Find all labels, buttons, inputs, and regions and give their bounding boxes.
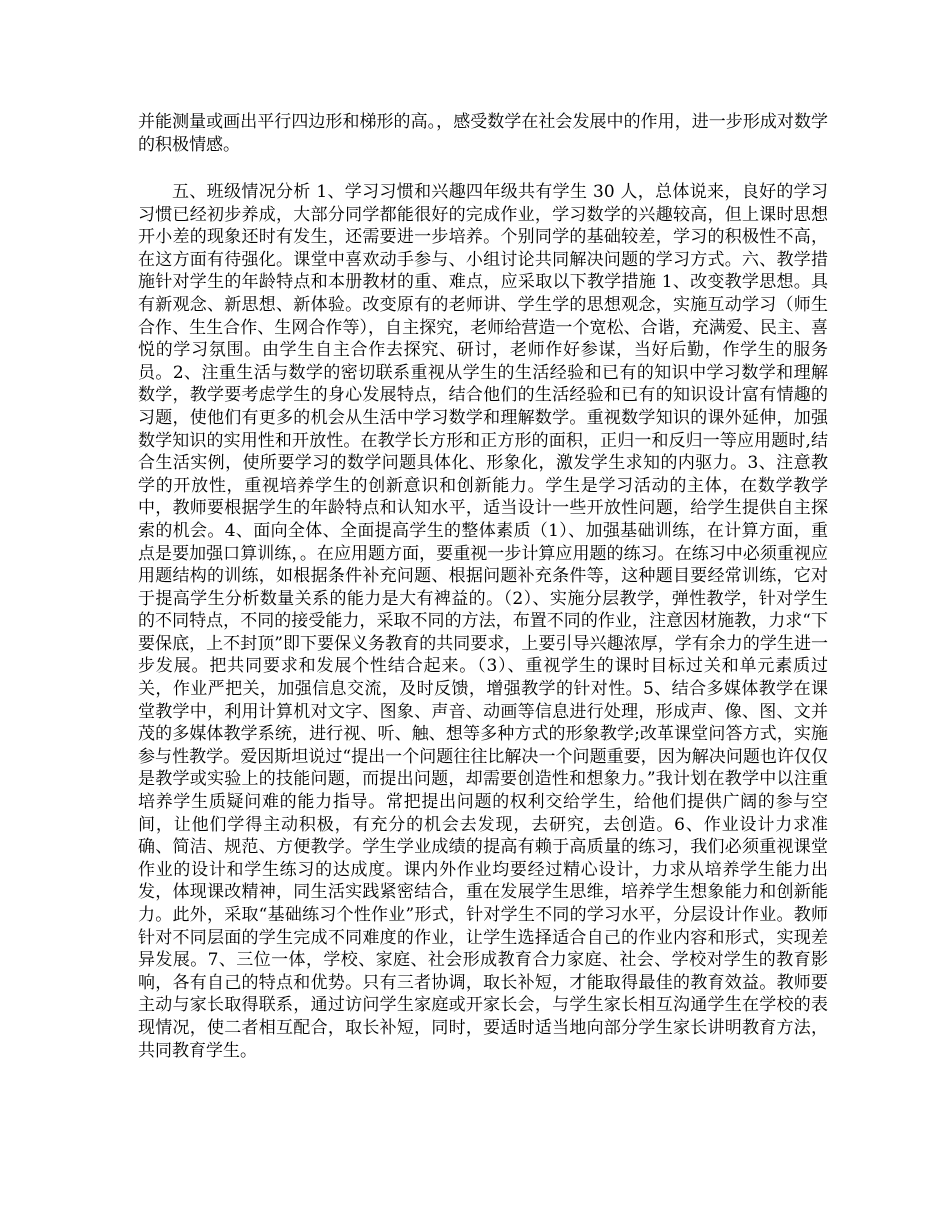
paragraph-geometry-goal: 并能测量或画出平行四边形和梯形的高。，感受数学在社会发展中的作用，进一步形成对数学的积极情感。 xyxy=(138,112,828,155)
paragraph-class-analysis-and-teaching-measures: 五、班级情况分析 1、学习习惯和兴趣四年级共有学生 30 人，总体说来，良好的学习习惯已经初步养成，大部分同学都能很好的完成作业，学习数学的兴趣较高，但上课时思想开小差的现象还时有发生，还需要进一步培养。个别同学的基础较差，学习的积极性不高，在这方面有待强化。课堂中喜欢动手参与、小组讨论共同解决问题的学习方式。六、教学措施针对学生的年龄特点和本册教材的重、难点，应采取以下教学措施 1、改变教学思想。具有新观念、新思想、新体验。改变原有的老师讲、学生学的思想观念，实施互动学习（师生合作、生生合作、生网合作等），自主探究，老师给营造一个宽松、合谐，充满爱、民主、喜悦的学习氛围。由学生自主合作去探究、研讨，老师作好参谋，当好后勤，作学生的服务员。2、注重生活与数学的密切联系重视从学生的生活经验和已有的知识中学习数学和理解数学，教学要考虑学生的身心发展特点，结合他们的生活经验和已有的知识设计富有情趣的习题，使他们有更多的机会从生活中学习数学和理解数学。重视数学知识的课外延伸，加强数学知识的实用性和开放性。在教学长方形和正方形的面积，正归一和反归一等应用题时,结合生活实例，使所要学习的数学问题具体化、形象化，激发学生求知的内驱力。3、注意教学的开放性，重视培养学生的创新意识和创新能力。学生是学习活动的主体，在数学教学中，教师要根据学生的年龄特点和认知水平，适当设计一些开放性问题，给学生提供自主探索的机会。4、面向全体、全面提高学生的整体素质（1）、加强基础训练，在计算方面，重点是要加强口算训练，。在应用题方面，要重视一步计算应用题的练习。在练习中必须重视应用题结构的训练，如根据条件补充问题、根据问题补充条件等，这种题目要经常训练，它对于提高学生分析数量关系的能力是大有裨益的。（2）、实施分层教学，弹性教学，针对学生的不同特点，不同的接受能力，采取不同的方法，布置不同的作业，注意因材施教，力求“下要保底，上不封顶”即下要保义务教育的共同要求，上要引导兴趣浓厚，学有余力的学生进一步发展。把共同要求和发展个性结合起来。（3）、重视学生的课时目标过关和单元素质过关，作业严把关，加强信息交流，及时反馈，增强教学的针对性。5、结合多媒体教学在课堂教学中，利用计算机对文字、图象、声音、动画等信息进行处理，形成声、像、图、文并茂的多媒体教学系统，进行视、听、触、想等多种方式的形象教学;改革课堂问答方式，实施参与性教学。爱因斯坦说过“提出一个问题往往比解决一个问题重要，因为解决问题也许仅仅是教学或实验上的技能问题，而提出问题，却需要创造性和想象力。”我计划在教学中以注重培养学生质疑问难的能力指导。常把提出问题的权利交给学生，给他们提供广阔的参与空间，让他们学得主动积极，有充分的机会去发现，去研究，去创造。6、作业设计力求准确、简洁、规范、方便教学。学生学业成绩的提高有赖于高质量的练习，我们必须重视课堂作业的设计和学生练习的达成度。课内外作业均要经过精心设计，力求从培养学生能力出发，体现课改精神，同生活实践紧密结合，重在发展学生思维，培养学生想象能力和创新能力。此外，采取“基础练习个性作业”形式，针对学生不同的学习水平，分层设计作业。教师针对不同层面的学生完成不同难度的作业，让学生选择适合自己的作业内容和形式，实现差异发展。7、三位一体，学校、家庭、社会形成教育合力家庭、社会、学校对学生的教育影响，各有自己的特点和优势。只有三者协调，取长补短，才能取得最佳的教育效益。教师要主动与家长取得联系，通过访问学生家庭或开家长会，与学生家长相互沟通学生在学校的表现情况，使二者相互配合，取长补短，同时，要适时适当地向部分学生家长讲明教育方法，共同教育学生。 xyxy=(138,182,828,1061)
